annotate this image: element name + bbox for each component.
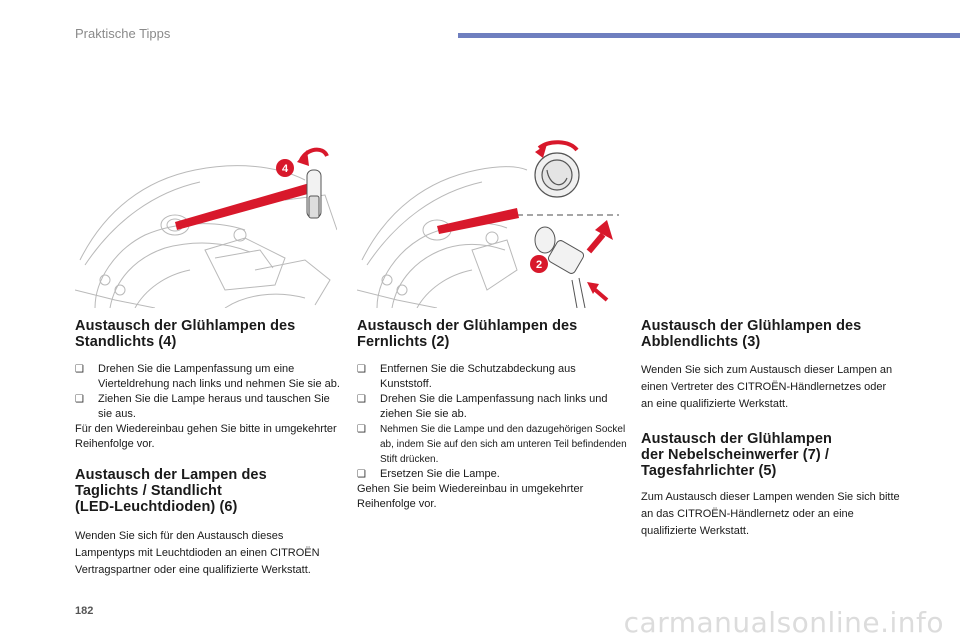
steps-fernlicht: [357, 362, 627, 482]
heading-taglicht: [75, 467, 343, 515]
checkbox-bullet-icon: ❑: [75, 364, 84, 375]
heading-line: Austausch der Lampen des: [75, 467, 267, 483]
column-3: [641, 318, 901, 540]
heading-line: Tagesfahrlichter (5): [641, 463, 777, 479]
watermark: carmanualsonline.info: [623, 606, 944, 639]
checkbox-bullet-icon: ❑: [357, 394, 366, 405]
heading-line: Fernlichts (2): [357, 334, 450, 350]
checkbox-bullet-icon: ❑: [357, 424, 366, 435]
heading-abblendlicht: [641, 318, 901, 350]
heading-line: Standlichts (4): [75, 334, 177, 350]
page-number: 182: [75, 605, 94, 617]
note-fernlicht: Gehen Sie beim Wiedereinbau in umgekehrter Reihenfolge vor.: [357, 483, 584, 510]
steps-standlicht: [75, 362, 343, 422]
column-1: [75, 318, 343, 579]
note-standlicht: Für den Wiedereinbau gehen Sie bitte in umgekehrter Reihenfolge vor.: [75, 423, 337, 450]
list-item: ❑ Ziehen Sie die Lampe heraus und tauschen Sie sie aus.: [75, 393, 330, 420]
heading-line: Taglichts / Standlicht: [75, 483, 222, 499]
illustration-position-light: [75, 140, 337, 308]
heading-nebelscheinwerfer: [641, 431, 901, 479]
list-item: ❑ Drehen Sie die Lampenfassung nach links und ziehen Sie sie ab.: [357, 393, 608, 420]
checkbox-bullet-icon: ❑: [75, 394, 84, 405]
heading-line: Abblendlichts (3): [641, 334, 761, 350]
body-taglicht: Wenden Sie sich für den Austausch dieses Lampentyps mit Leuchtdioden an einen CITROËN Vertragspartner oder eine qualifizierte Werkstatt.: [75, 530, 320, 576]
checkbox-bullet-icon: ❑: [357, 469, 366, 480]
list-item: ❑ Nehmen Sie die Lampe und den dazugehörigen Sockel ab, indem Sie auf den sich am unteren Teil befindenden Stift drücken.: [357, 424, 627, 465]
callout-4-label: 4: [281, 163, 289, 175]
heading-line: Austausch der Glühlampen des: [641, 318, 862, 334]
heading-standlicht: [75, 318, 343, 350]
heading-line: Austausch der Glühlampen: [641, 431, 832, 447]
checkbox-bullet-icon: ❑: [357, 364, 366, 375]
section-header: Praktische Tipps: [75, 26, 171, 41]
list-item: ❑ Drehen Sie die Lampenfassung um eine Vierteldrehung nach links und nehmen Sie sie ab.: [75, 363, 340, 390]
heading-line: (LED-Leuchtdioden) (6): [75, 499, 238, 515]
heading-fernlicht: [357, 318, 627, 350]
body-abblendlicht: Wenden Sie sich zum Austausch dieser Lampen an einen Vertreter des CITROËN-Händlernetzes oder an eine qualifizierte Werkstatt.: [641, 364, 893, 410]
list-item: ❑ Ersetzen Sie die Lampe.: [357, 468, 500, 480]
header-bar: [458, 33, 960, 38]
column-2: [357, 318, 627, 512]
heading-line: Austausch der Glühlampen des: [357, 318, 578, 334]
body-nebelscheinwerfer: Zum Austausch dieser Lampen wenden Sie sich bitte an das CITROËN-Händlernetz oder an eine qualifizierte Werkstatt.: [641, 491, 900, 537]
callout-2-label: 2: [535, 259, 543, 271]
heading-line: Austausch der Glühlampen des: [75, 318, 296, 334]
illustration-main-beam: [357, 140, 619, 308]
list-item: ❑ Entfernen Sie die Schutzabdeckung aus Kunststoff.: [357, 363, 576, 390]
heading-line: der Nebelscheinwerfer (7) /: [641, 447, 830, 463]
